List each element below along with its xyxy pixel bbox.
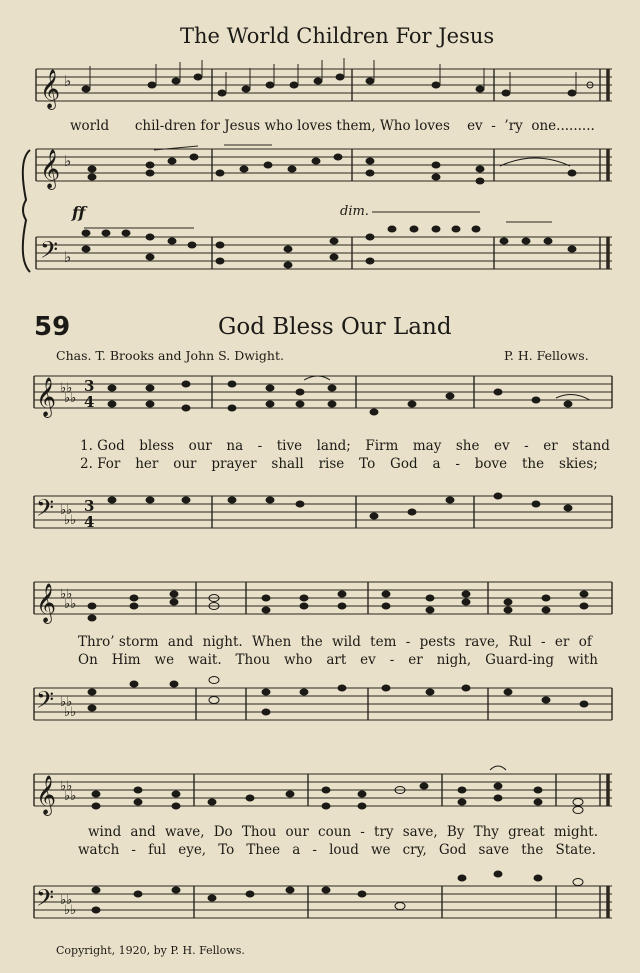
time-signature-bottom: 4: [84, 513, 95, 531]
verse-1-line-2: Thro’ storm and night. When the wild tem - pests rave, Rul - er of: [78, 634, 592, 650]
key-signature-icon: ♭♭: [60, 779, 73, 794]
treble-clef-icon: 𝄞: [36, 377, 57, 417]
top-bass-notes: [82, 212, 576, 268]
flat-icon: ♭: [64, 72, 72, 90]
treble-clef-icon: 𝄞: [40, 149, 61, 189]
words-credit: Chas. T. Brooks and John S. Dwight.: [56, 348, 284, 363]
key-signature-icon: ♭♭: [64, 513, 77, 528]
time-signature-bottom: 4: [84, 393, 95, 411]
fortissimo-marking: ff: [72, 203, 86, 222]
verse-2-line-1: 2. For her our prayer shall rise To God a - bove the skies;: [80, 456, 598, 472]
system-1-bass-staff: [34, 494, 612, 531]
flat-icon: ♭: [64, 248, 72, 266]
key-signature-icon: ♭♭: [64, 705, 77, 720]
key-signature-icon: ♭♭: [60, 503, 73, 518]
key-signature-icon: ♭♭: [60, 695, 73, 710]
copyright-notice: Copyright, 1920, by P. H. Fellows.: [56, 944, 245, 957]
key-signature-icon: ♭♭: [64, 903, 77, 918]
top-hymn-notation: [0, 0, 640, 300]
verse-1-line-1: 1. God bless our na - tive land; Firm may she ev - er stand: [80, 438, 610, 454]
system-2-treble-staff: [34, 582, 612, 624]
treble-clef-icon: 𝄞: [36, 583, 57, 623]
key-signature-icon: ♭♭: [64, 597, 77, 612]
key-signature-icon: ♭♭: [64, 391, 77, 406]
diminuendo-marking: dim.: [340, 204, 369, 219]
treble-clef-icon: 𝄞: [40, 69, 61, 109]
hymn-number: 59: [34, 312, 71, 342]
key-signature-icon: ♭♭: [64, 789, 77, 804]
top-melody-staff: [36, 69, 612, 110]
top-treble-staff: [36, 149, 612, 190]
time-signature-top: 3: [84, 377, 95, 395]
verse-2-line-2: On Him we wait. Thou who art ev - er nigh, Guard-ing with: [78, 652, 598, 668]
verse-1-line-3: wind and wave, Do Thou our coun - try save, By Thy great might.: [88, 824, 598, 840]
treble-clef-icon: 𝄞: [36, 775, 57, 815]
time-signature-top: 3: [84, 497, 95, 515]
key-signature-icon: ♭♭: [60, 587, 73, 602]
verse-2-line-3: watch - ful eye, To Thee a - loud we cry, God save the State.: [78, 842, 596, 858]
system-3-treble-staff: [34, 774, 612, 816]
brace-icon: [23, 150, 30, 272]
bass-clef-icon: 𝄢: [36, 884, 55, 917]
top-hymn-lyric: world chil-dren for Jesus who loves them, Who loves ev - ’ry one.........: [70, 118, 595, 134]
system-1-treble-staff: [34, 376, 612, 418]
bass-clef-icon: 𝄢: [36, 494, 55, 527]
hymn-title: God Bless Our Land: [218, 314, 452, 340]
bass-clef-icon: 𝄢: [40, 236, 59, 269]
system-2-bass-staff: [34, 686, 612, 720]
bass-clef-icon: 𝄢: [36, 686, 55, 719]
flat-icon: ♭: [64, 152, 72, 170]
top-hymn-title: The World Children For Jesus: [180, 24, 495, 48]
key-signature-icon: ♭♭: [60, 381, 73, 396]
system-3-bass-staff: [34, 884, 612, 918]
key-signature-icon: ♭♭: [60, 893, 73, 908]
music-credit: P. H. Fellows.: [504, 348, 589, 363]
